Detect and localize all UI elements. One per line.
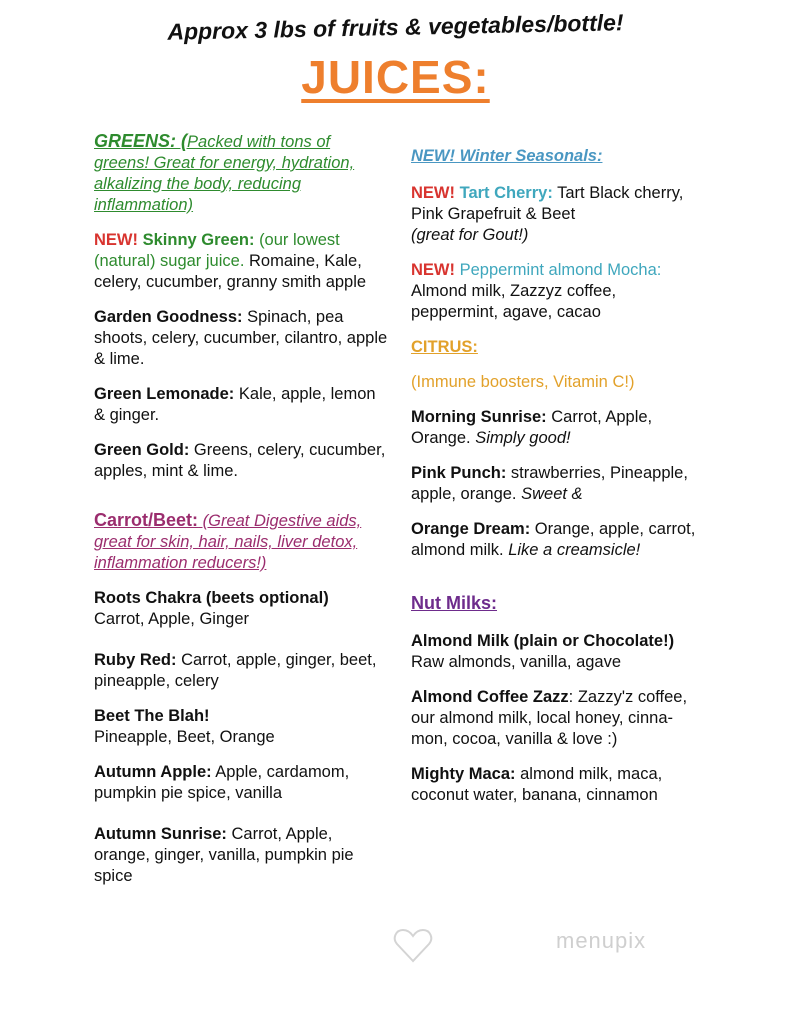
item-name: Pink Punch: xyxy=(411,464,507,482)
item-name: Orange Dream: xyxy=(411,520,531,538)
item-desc: Carrot, Apple, Ginger xyxy=(94,610,249,628)
item-name: Autumn Apple: xyxy=(94,763,212,781)
greens-heading: GREENS: ( xyxy=(94,131,188,151)
item-note: Simply good! xyxy=(470,429,571,447)
new-badge: NEW! xyxy=(411,184,455,202)
item-desc: Carrot, apple, ginger, beet, pineapple, celery xyxy=(94,651,377,690)
item-name: Skinny Green: xyxy=(142,231,255,249)
item-desc: Almond milk, Zazzyz coffee, peppermint, agave, cacao xyxy=(411,282,617,321)
item-note: (our lowest (natural) sugar juice. xyxy=(94,231,340,270)
item-name: Autumn Sunrise: xyxy=(94,825,227,843)
item-name: Tart Cherry: xyxy=(459,184,553,202)
right-column xyxy=(411,146,706,820)
item-name: Roots Chakra (beets optional) xyxy=(94,589,329,607)
winter-section-header xyxy=(411,146,706,167)
menu-item-pink-punch xyxy=(411,463,706,505)
item-desc: Carrot, Apple, Orange. xyxy=(411,408,653,447)
citrus-description: (Immune boosters, Vitamin C!) xyxy=(411,373,635,391)
item-name: Beet The Blah! xyxy=(94,707,210,725)
menu-item-almond-coffee-zazz xyxy=(411,687,706,750)
item-name: Ruby Red: xyxy=(94,651,177,669)
menu-item-roots-chakra xyxy=(94,588,389,630)
menu-item-peppermint-mocha xyxy=(411,260,706,323)
carrot-beet-section-header xyxy=(94,510,389,574)
heart-icon[interactable] xyxy=(393,928,433,964)
item-desc: Raw almonds, vanilla, agave xyxy=(411,653,622,671)
menu-item-tart-cherry xyxy=(411,183,706,246)
item-note: Sweet & xyxy=(516,485,583,503)
item-note: (great for Gout!) xyxy=(411,226,529,244)
menu-item-green-gold xyxy=(94,440,389,482)
item-note: Like a creamsicle! xyxy=(503,541,641,559)
page-title: JUICES: xyxy=(301,51,490,103)
item-desc: Spinach, pea shoots, celery, cucumber, cilantro, apple & lime. xyxy=(94,308,388,368)
greens-description: Packed with tons of greens! Great for energy, hydration, alkalizing the body, reducing inflammation) xyxy=(94,133,355,214)
item-desc: Romaine, Kale, celery, cucumber, granny smith apple xyxy=(94,252,367,291)
menu-item-skinny-green xyxy=(94,230,389,293)
item-name: Mighty Maca: xyxy=(411,765,516,783)
item-name: Green Lemonade: xyxy=(94,385,235,403)
watermark: menupix xyxy=(556,928,647,953)
tagline: Approx 3 lbs of fruits & vegetables/bottle! xyxy=(167,9,624,45)
item-name: Morning Sunrise: xyxy=(411,408,547,426)
item-desc: almond milk, maca, coconut water, banana, cinnamon xyxy=(411,765,663,804)
carrot-beet-description: (Great Digestive aids, great for skin, hair, nails, liver detox, inflammation reducers!) xyxy=(94,512,362,572)
item-name: Almond Coffee Zazz xyxy=(411,688,569,706)
item-desc: strawberries, Pineapple, apple, orange. xyxy=(411,464,688,503)
menu-item-morning-sunrise xyxy=(411,407,706,449)
carrot-beet-heading: Carrot/Beet: xyxy=(94,510,199,530)
item-desc: : Zazzy'z coffee, our almond milk, local honey, cinna- mon, cocoa, vanilla & love :) xyxy=(411,688,688,748)
menu-item-almond-milk xyxy=(411,631,706,673)
item-desc: Kale, apple, lemon & ginger. xyxy=(94,385,376,424)
nut-milks-heading: Nut Milks: xyxy=(411,593,498,613)
nut-milks-section-header xyxy=(411,593,706,615)
menu-item-ruby-red xyxy=(94,650,389,692)
item-desc: Apple, cardamom, pumpkin pie spice, vanilla xyxy=(94,763,350,802)
greens-section-header xyxy=(94,131,389,216)
menu-item-autumn-apple xyxy=(94,762,389,804)
citrus-section-header xyxy=(411,337,706,358)
item-name: Garden Goodness: xyxy=(94,308,243,326)
item-name: Peppermint almond Mocha: xyxy=(459,261,662,279)
item-desc: Greens, celery, cucumber, apples, mint & lime. xyxy=(94,441,386,480)
item-desc: Carrot, Apple, orange, ginger, vanilla, pumpkin pie spice xyxy=(94,825,354,885)
item-desc: Pineapple, Beet, Orange xyxy=(94,728,275,746)
left-column xyxy=(94,131,389,901)
new-badge: NEW! xyxy=(94,231,138,249)
menu-item-green-lemonade xyxy=(94,384,389,426)
menu-item-mighty-maca xyxy=(411,764,706,806)
item-name: Green Gold: xyxy=(94,441,190,459)
menu-item-garden-goodness xyxy=(94,307,389,370)
item-name: Almond Milk (plain or Chocolate!) xyxy=(411,632,675,650)
winter-heading: NEW! Winter Seasonals: xyxy=(411,147,603,165)
item-desc: Orange, apple, carrot, almond milk. xyxy=(411,520,696,559)
citrus-heading: CITRUS: xyxy=(411,338,478,356)
menu-item-orange-dream xyxy=(411,519,706,561)
new-badge: NEW! xyxy=(411,261,455,279)
menu-item-autumn-sunrise xyxy=(94,824,389,887)
item-desc: Tart Black cherry, Pink Grapefruit & Beet xyxy=(411,184,684,223)
menu-item-beet-the-blah xyxy=(94,706,389,748)
